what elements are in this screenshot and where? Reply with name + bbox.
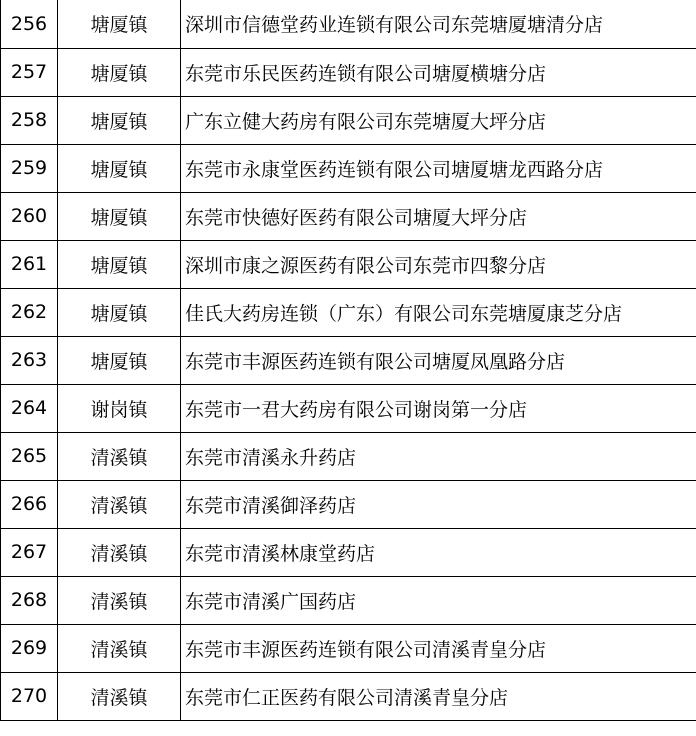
row-number: 262 [1, 288, 58, 336]
row-number: 264 [1, 384, 58, 432]
store-name-cell: 东莞市乐民医药连锁有限公司塘厦横塘分店 [181, 48, 696, 96]
store-name-cell: 东莞市快德好医药有限公司塘厦大坪分店 [181, 192, 696, 240]
town-cell: 清溪镇 [58, 528, 181, 576]
store-name-cell: 东莞市一君大药房有限公司谢岗第一分店 [181, 384, 696, 432]
store-name-cell: 深圳市信德堂药业连锁有限公司东莞塘厦塘清分店 [181, 0, 696, 48]
row-number: 265 [1, 432, 58, 480]
table-row [1, 672, 696, 720]
town-cell: 清溪镇 [58, 672, 181, 720]
table-row [1, 96, 696, 144]
store-name-cell: 东莞市清溪御泽药店 [181, 480, 696, 528]
row-number: 256 [1, 0, 58, 48]
table-row [1, 336, 696, 384]
row-number: 268 [1, 576, 58, 624]
store-name-cell: 广东立健大药房有限公司东莞塘厦大坪分店 [181, 96, 696, 144]
table-row [1, 48, 696, 96]
town-cell: 塘厦镇 [58, 96, 181, 144]
table-row [1, 0, 696, 48]
town-cell: 塘厦镇 [58, 0, 181, 48]
table-row [1, 432, 696, 480]
table-row [1, 480, 696, 528]
row-number: 266 [1, 480, 58, 528]
row-number: 258 [1, 96, 58, 144]
town-cell: 塘厦镇 [58, 144, 181, 192]
store-name-cell: 佳氏大药房连锁（广东）有限公司东莞塘厦康芝分店 [181, 288, 696, 336]
row-number: 267 [1, 528, 58, 576]
town-cell: 清溪镇 [58, 432, 181, 480]
store-name-cell: 东莞市丰源医药连锁有限公司塘厦凤凰路分店 [181, 336, 696, 384]
store-name-cell: 东莞市丰源医药连锁有限公司清溪青皇分店 [181, 624, 696, 672]
town-cell: 清溪镇 [58, 624, 181, 672]
town-cell: 塘厦镇 [58, 336, 181, 384]
table-row [1, 144, 696, 192]
store-name-cell: 东莞市永康堂医药连锁有限公司塘厦塘龙西路分店 [181, 144, 696, 192]
store-name-cell: 东莞市仁正医药有限公司清溪青皇分店 [181, 672, 696, 720]
store-name-cell: 东莞市清溪广国药店 [181, 576, 696, 624]
table-row [1, 528, 696, 576]
store-name-cell: 深圳市康之源医药有限公司东莞市四黎分店 [181, 240, 696, 288]
table-row [1, 624, 696, 672]
row-number: 261 [1, 240, 58, 288]
store-name-cell: 东莞市清溪林康堂药店 [181, 528, 696, 576]
town-cell: 清溪镇 [58, 480, 181, 528]
town-cell: 塘厦镇 [58, 192, 181, 240]
row-number: 259 [1, 144, 58, 192]
table-row [1, 240, 696, 288]
row-number: 270 [1, 672, 58, 720]
town-cell: 塘厦镇 [58, 240, 181, 288]
town-cell: 塘厦镇 [58, 48, 181, 96]
table-row [1, 288, 696, 336]
table-row [1, 192, 696, 240]
table-row [1, 576, 696, 624]
table-row [1, 384, 696, 432]
row-number: 257 [1, 48, 58, 96]
town-cell: 谢岗镇 [58, 384, 181, 432]
row-number: 263 [1, 336, 58, 384]
row-number: 269 [1, 624, 58, 672]
table-body [1, 0, 696, 720]
row-number: 260 [1, 192, 58, 240]
store-name-cell: 东莞市清溪永升药店 [181, 432, 696, 480]
town-cell: 清溪镇 [58, 576, 181, 624]
town-cell: 塘厦镇 [58, 288, 181, 336]
